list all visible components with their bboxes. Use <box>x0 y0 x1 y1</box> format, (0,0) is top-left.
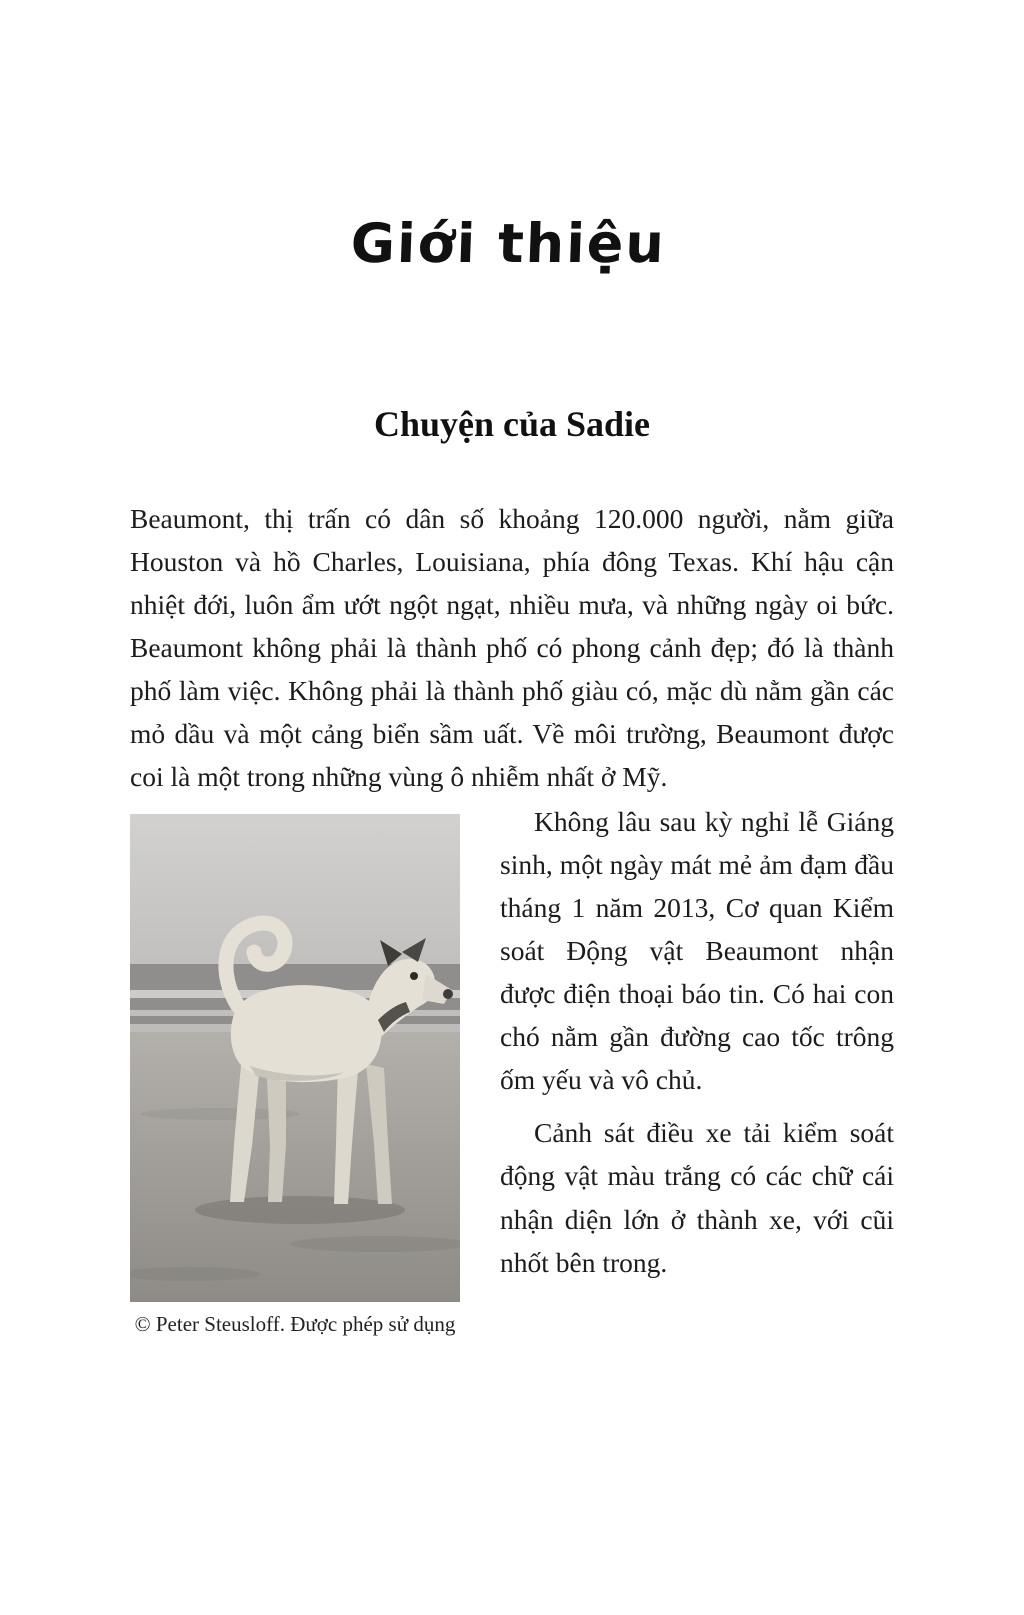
photo-caption: © Peter Steusloff. Được phép sử dụng <box>134 1312 456 1337</box>
body-text <box>130 497 894 1337</box>
dog-photo-figure <box>130 814 460 1337</box>
section-subtitle: Chuyện của Sadie <box>373 404 651 444</box>
dog-beach-illustration <box>130 814 460 1302</box>
paragraph-truck: Cảnh sát điều xe tải kiểm soát động vật màu trắng có các chữ cái nhận diện lớn ở thành xe, với cũi nhốt bên trong. <box>500 1117 894 1278</box>
dog-shadow <box>195 1196 405 1224</box>
chapter-title: Giới thiệu <box>349 212 667 275</box>
dog-beach-photo <box>130 814 460 1302</box>
paragraph-intro: Beaumont, thị trấn có dân số khoảng 120.000 người, nằm giữa Houston và hồ Charles, Louisiana, phía đông Texas. Khí hậu cận nhiệt đới, luôn ẩm ướt ngột ngạt, nhiều mưa, và những ngày oi bức. Beaumont không phải là thành phố có phong cảnh đẹp; đó là thành phố làm việc. Không phải là thành phố giàu có, mặc dù nằm gần các mỏ dầu và một cảng biển sầm uất. Về môi trường, Beaumont được coi là một trong những vùng ô nhiễm nhất ở Mỹ. <box>130 503 894 793</box>
paragraph-call: Không lâu sau kỳ nghỉ lễ Giáng sinh, một ngày mát mẻ ảm đạm đầu tháng 1 năm 2013, Cơ quan Kiểm soát Động vật Beaumont nhận được điện thoại báo tin. Có hai con chó nằm gần đường cao tốc trông ốm yếu và vô chủ. <box>500 806 894 1096</box>
